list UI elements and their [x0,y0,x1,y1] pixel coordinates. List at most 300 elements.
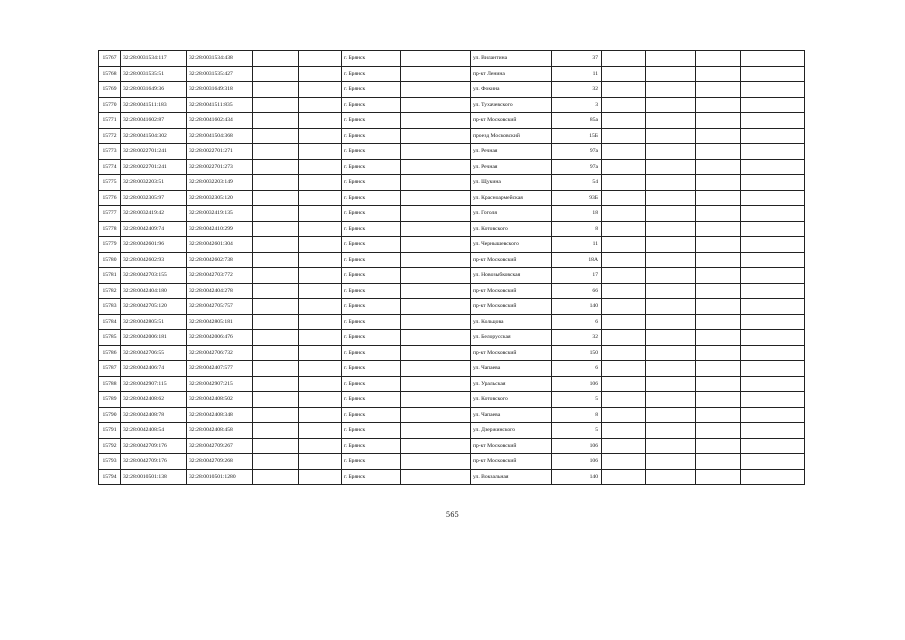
street-cell: ул. Чернышевского [471,237,552,253]
table-row [99,314,805,330]
empty-cell [299,252,342,268]
empty-cell [401,330,471,346]
empty-cell [253,283,299,299]
city-cell: г. Брянск [342,190,401,206]
empty-cell [299,66,342,82]
empty-cell [401,97,471,113]
row-number-cell: 15785 [99,330,121,346]
empty-cell [401,190,471,206]
street-cell: пр-кт Московский [471,252,552,268]
empty-cell [602,438,646,454]
land-cadastral-cell: 32:28:0042406:74 [121,361,187,377]
empty-cell [696,66,741,82]
table-row [99,221,805,237]
row-number-cell: 15789 [99,392,121,408]
empty-cell [646,454,696,470]
empty-cell [646,190,696,206]
empty-cell [696,376,741,392]
land-cadastral-cell: 32:28:0042408:54 [121,423,187,439]
street-cell: пр-кт Московский [471,299,552,315]
city-cell: г. Брянск [342,438,401,454]
land-cadastral-cell: 32:28:0042907:115 [121,376,187,392]
empty-cell [741,128,805,144]
table-row [99,330,805,346]
house-number-cell: 11 [552,237,602,253]
empty-cell [741,252,805,268]
empty-cell [401,361,471,377]
empty-cell [696,438,741,454]
table-row [99,66,805,82]
empty-cell [741,330,805,346]
building-cadastral-cell: 32:28:0042602:738 [187,252,253,268]
land-cadastral-cell: 32:28:0042404:180 [121,283,187,299]
row-number-cell: 15788 [99,376,121,392]
empty-cell [253,392,299,408]
empty-cell [401,128,471,144]
land-cadastral-cell: 32:28:0041602:87 [121,113,187,129]
empty-cell [741,392,805,408]
empty-cell [602,361,646,377]
city-cell: г. Брянск [342,144,401,160]
street-cell: ул. Вилантина [471,51,552,67]
empty-cell [299,314,342,330]
empty-cell [253,252,299,268]
empty-cell [741,454,805,470]
empty-cell [299,175,342,191]
table-row [99,345,805,361]
empty-cell [299,299,342,315]
house-number-cell: 6 [552,314,602,330]
land-cadastral-cell: 32:28:0042709:176 [121,454,187,470]
row-number-cell: 15783 [99,299,121,315]
empty-cell [253,51,299,67]
row-number-cell: 15771 [99,113,121,129]
land-cadastral-cell: 32:28:0042601:96 [121,237,187,253]
empty-cell [741,423,805,439]
street-cell: ул. Речная [471,159,552,175]
row-number-cell: 15792 [99,438,121,454]
empty-cell [299,392,342,408]
row-number-cell: 15778 [99,221,121,237]
house-number-cell: 140 [552,299,602,315]
city-cell: г. Брянск [342,97,401,113]
empty-cell [646,407,696,423]
empty-cell [299,51,342,67]
empty-cell [646,66,696,82]
empty-cell [741,97,805,113]
land-cadastral-cell: 32:28:0042709:176 [121,438,187,454]
table-row [99,252,805,268]
city-cell: г. Брянск [342,252,401,268]
land-cadastral-cell: 32:28:0031534:117 [121,51,187,67]
empty-cell [696,113,741,129]
building-cadastral-cell: 32:28:0042410:299 [187,221,253,237]
land-cadastral-cell: 32:28:0032305:97 [121,190,187,206]
empty-cell [401,144,471,160]
city-cell: г. Брянск [342,423,401,439]
row-number-cell: 15781 [99,268,121,284]
city-cell: г. Брянск [342,361,401,377]
empty-cell [696,175,741,191]
empty-cell [401,206,471,222]
city-cell: г. Брянск [342,376,401,392]
empty-cell [646,206,696,222]
empty-cell [299,454,342,470]
table-row [99,82,805,98]
building-cadastral-cell: 32:28:0042408:458 [187,423,253,439]
empty-cell [253,407,299,423]
empty-cell [253,66,299,82]
empty-cell [741,175,805,191]
empty-cell [253,330,299,346]
empty-cell [646,438,696,454]
empty-cell [401,407,471,423]
city-cell: г. Брянск [342,113,401,129]
empty-cell [253,423,299,439]
empty-cell [602,407,646,423]
street-cell: пр-кт Ленина [471,66,552,82]
building-cadastral-cell: 32:28:0032203:149 [187,175,253,191]
land-cadastral-cell: 32:28:0031535:51 [121,66,187,82]
empty-cell [741,376,805,392]
street-cell: ул. Гоголя [471,206,552,222]
empty-cell [646,330,696,346]
city-cell: г. Брянск [342,392,401,408]
empty-cell [299,345,342,361]
empty-cell [253,299,299,315]
empty-cell [299,237,342,253]
house-number-cell: 11 [552,66,602,82]
empty-cell [741,206,805,222]
table-row [99,469,805,485]
empty-cell [401,113,471,129]
empty-cell [741,82,805,98]
row-number-cell: 15794 [99,469,121,485]
land-cadastral-cell: 32:28:0031649:36 [121,82,187,98]
city-cell: г. Брянск [342,330,401,346]
empty-cell [299,423,342,439]
building-cadastral-cell: 32:28:0042805:181 [187,314,253,330]
city-cell: г. Брянск [342,314,401,330]
empty-cell [741,113,805,129]
city-cell: г. Брянск [342,299,401,315]
empty-cell [696,283,741,299]
empty-cell [741,283,805,299]
empty-cell [401,237,471,253]
empty-cell [299,206,342,222]
city-cell: г. Брянск [342,237,401,253]
house-number-cell: 54 [552,175,602,191]
empty-cell [696,299,741,315]
empty-cell [646,159,696,175]
empty-cell [602,469,646,485]
empty-cell [741,66,805,82]
building-cadastral-cell: 32:28:0031649:318 [187,82,253,98]
empty-cell [401,423,471,439]
building-cadastral-cell: 32:28:0041511:835 [187,97,253,113]
row-number-cell: 15776 [99,190,121,206]
table-row [99,407,805,423]
building-cadastral-cell: 32:28:0032419:135 [187,206,253,222]
row-number-cell: 15784 [99,314,121,330]
empty-cell [741,469,805,485]
city-cell: г. Брянск [342,175,401,191]
building-cadastral-cell: 32:28:0042703:772 [187,268,253,284]
building-cadastral-cell: 32:28:0042709:267 [187,438,253,454]
city-cell: г. Брянск [342,268,401,284]
empty-cell [646,299,696,315]
empty-cell [602,299,646,315]
empty-cell [253,438,299,454]
empty-cell [646,423,696,439]
table-row [99,438,805,454]
city-cell: г. Брянск [342,51,401,67]
empty-cell [602,392,646,408]
building-cadastral-cell: 32:28:0041602:434 [187,113,253,129]
land-cadastral-cell: 32:28:0041504:302 [121,128,187,144]
empty-cell [646,252,696,268]
empty-cell [646,268,696,284]
table-row [99,113,805,129]
address-registry-table [98,50,805,485]
empty-cell [602,51,646,67]
row-number-cell: 15787 [99,361,121,377]
street-cell: пр-кт Московский [471,283,552,299]
empty-cell [253,345,299,361]
empty-cell [299,438,342,454]
street-cell: ул. Речная [471,144,552,160]
empty-cell [253,221,299,237]
building-cadastral-cell: 32:28:0042006:476 [187,330,253,346]
empty-cell [253,268,299,284]
street-cell: ул. Белорусская [471,330,552,346]
empty-cell [741,268,805,284]
empty-cell [741,438,805,454]
empty-cell [646,82,696,98]
empty-cell [602,190,646,206]
empty-cell [299,283,342,299]
street-cell: пр-кт Московский [471,438,552,454]
empty-cell [646,392,696,408]
empty-cell [299,128,342,144]
empty-cell [401,252,471,268]
empty-cell [646,144,696,160]
house-number-cell: 140 [552,469,602,485]
empty-cell [696,423,741,439]
table-row [99,51,805,67]
empty-cell [741,345,805,361]
empty-cell [401,51,471,67]
table-row [99,454,805,470]
registry-body [99,51,805,485]
empty-cell [696,407,741,423]
street-cell: ул. Дзержинского [471,423,552,439]
row-number-cell: 15768 [99,66,121,82]
house-number-cell: 8 [552,407,602,423]
empty-cell [253,175,299,191]
house-number-cell: 15Б [552,128,602,144]
empty-cell [602,159,646,175]
empty-cell [646,361,696,377]
land-cadastral-cell: 32:28:0022701:241 [121,144,187,160]
empty-cell [253,159,299,175]
building-cadastral-cell: 32:28:0032305:120 [187,190,253,206]
empty-cell [646,345,696,361]
empty-cell [299,190,342,206]
street-cell: ул. Уральская [471,376,552,392]
empty-cell [646,113,696,129]
street-cell: ул. Вокзальная [471,469,552,485]
city-cell: г. Брянск [342,82,401,98]
street-cell: ул. Щукина [471,175,552,191]
empty-cell [696,206,741,222]
empty-cell [299,144,342,160]
house-number-cell: 106 [552,438,602,454]
empty-cell [696,51,741,67]
house-number-cell: 97а [552,159,602,175]
street-cell: ул. Новозыбковская [471,268,552,284]
house-number-cell: 93Б [552,190,602,206]
building-cadastral-cell: 32:28:0042601:304 [187,237,253,253]
land-cadastral-cell: 32:28:0042408:78 [121,407,187,423]
row-number-cell: 15767 [99,51,121,67]
empty-cell [741,237,805,253]
building-cadastral-cell: 32:28:0041504:368 [187,128,253,144]
empty-cell [696,392,741,408]
empty-cell [696,268,741,284]
table-row [99,361,805,377]
empty-cell [602,345,646,361]
row-number-cell: 15780 [99,252,121,268]
building-cadastral-cell: 32:28:0042706:732 [187,345,253,361]
table-row [99,392,805,408]
empty-cell [696,345,741,361]
street-cell: ул. Кольцова [471,314,552,330]
house-number-cell: 3 [552,97,602,113]
empty-cell [602,268,646,284]
table-row [99,283,805,299]
house-number-cell: 32 [552,82,602,98]
city-cell: г. Брянск [342,407,401,423]
empty-cell [299,159,342,175]
city-cell: г. Брянск [342,128,401,144]
empty-cell [401,82,471,98]
city-cell: г. Брянск [342,283,401,299]
empty-cell [741,299,805,315]
row-number-cell: 15791 [99,423,121,439]
empty-cell [253,190,299,206]
house-number-cell: 106 [552,454,602,470]
empty-cell [602,314,646,330]
building-cadastral-cell: 32:28:0042709:268 [187,454,253,470]
land-cadastral-cell: 32:28:0042703:155 [121,268,187,284]
row-number-cell: 15793 [99,454,121,470]
empty-cell [741,314,805,330]
empty-cell [602,97,646,113]
house-number-cell: 106 [552,376,602,392]
empty-cell [741,190,805,206]
empty-cell [646,376,696,392]
empty-cell [696,190,741,206]
land-cadastral-cell: 32:28:0042705:120 [121,299,187,315]
city-cell: г. Брянск [342,345,401,361]
empty-cell [299,113,342,129]
city-cell: г. Брянск [342,469,401,485]
table-row [99,175,805,191]
empty-cell [741,407,805,423]
empty-cell [602,423,646,439]
empty-cell [401,283,471,299]
empty-cell [299,407,342,423]
empty-cell [253,82,299,98]
empty-cell [696,361,741,377]
empty-cell [741,159,805,175]
land-cadastral-cell: 32:28:0042602:93 [121,252,187,268]
table-row [99,128,805,144]
table-row [99,206,805,222]
land-cadastral-cell: 32:28:0041511:183 [121,97,187,113]
empty-cell [646,175,696,191]
table-row [99,299,805,315]
empty-cell [401,268,471,284]
empty-cell [401,159,471,175]
empty-cell [696,252,741,268]
row-number-cell: 15772 [99,128,121,144]
row-number-cell: 15777 [99,206,121,222]
building-cadastral-cell: 32:28:0042705:757 [187,299,253,315]
land-cadastral-cell: 32:28:0042408:62 [121,392,187,408]
empty-cell [741,221,805,237]
empty-cell [253,454,299,470]
building-cadastral-cell: 32:28:0042408:502 [187,392,253,408]
land-cadastral-cell: 32:28:0042409:74 [121,221,187,237]
empty-cell [602,113,646,129]
empty-cell [646,283,696,299]
empty-cell [602,221,646,237]
empty-cell [602,206,646,222]
page-number: 565 [446,510,459,519]
building-cadastral-cell: 32:28:0042907:215 [187,376,253,392]
street-cell: ул. Фокина [471,82,552,98]
empty-cell [696,144,741,160]
empty-cell [401,438,471,454]
row-number-cell: 15786 [99,345,121,361]
empty-cell [401,345,471,361]
house-number-cell: 18 [552,206,602,222]
house-number-cell: 17 [552,268,602,284]
empty-cell [401,299,471,315]
building-cadastral-cell: 32:28:0022701:271 [187,144,253,160]
empty-cell [696,314,741,330]
street-cell: ул. Чапаева [471,407,552,423]
empty-cell [646,469,696,485]
empty-cell [646,221,696,237]
empty-cell [253,376,299,392]
row-number-cell: 15773 [99,144,121,160]
empty-cell [602,330,646,346]
land-cadastral-cell: 32:28:0032203:51 [121,175,187,191]
empty-cell [602,376,646,392]
empty-cell [696,330,741,346]
building-cadastral-cell: 32:28:0031534:438 [187,51,253,67]
row-number-cell: 15775 [99,175,121,191]
building-cadastral-cell: 32:28:0042407:577 [187,361,253,377]
empty-cell [299,469,342,485]
empty-cell [741,144,805,160]
empty-cell [253,97,299,113]
empty-cell [602,82,646,98]
empty-cell [696,128,741,144]
